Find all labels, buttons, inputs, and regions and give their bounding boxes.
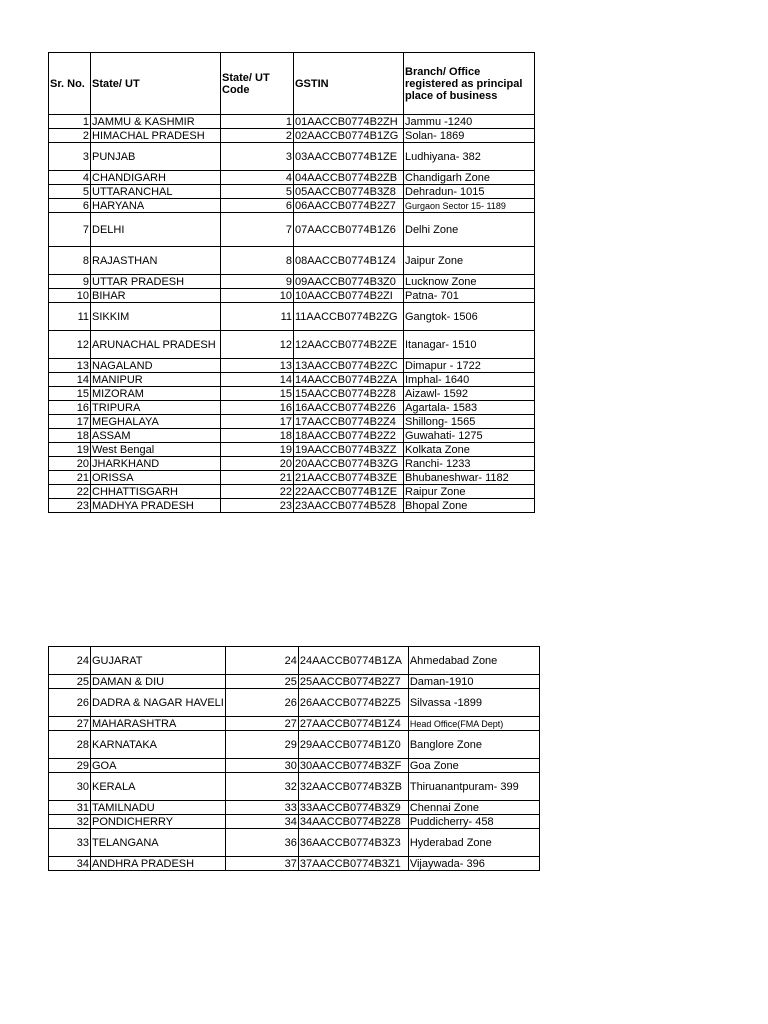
gstin-cell: 22AACCB0774B1ZE bbox=[294, 485, 404, 499]
state-cell: JAMMU & KASHMIR bbox=[91, 115, 221, 129]
table-row bbox=[49, 457, 535, 471]
sr-no-cell: 17 bbox=[49, 415, 91, 429]
gstin-cell: 21AACCB0774B3ZE bbox=[294, 471, 404, 485]
state-code-cell: 4 bbox=[221, 171, 294, 185]
table-row bbox=[49, 675, 540, 689]
table-row bbox=[49, 303, 535, 331]
state-cell: TELANGANA bbox=[91, 829, 226, 857]
table-row bbox=[49, 331, 535, 359]
branch-cell: Bhopal Zone bbox=[404, 499, 535, 513]
header-sr-no: Sr. No. bbox=[49, 53, 91, 115]
branch-cell: Ranchi- 1233 bbox=[404, 457, 535, 471]
sr-no-cell: 2 bbox=[49, 129, 91, 143]
sr-no-cell: 25 bbox=[49, 675, 91, 689]
state-code-cell: 14 bbox=[221, 373, 294, 387]
gstin-cell: 34AACCB0774B2Z8 bbox=[298, 815, 408, 829]
state-code-cell: 11 bbox=[221, 303, 294, 331]
sr-no-cell: 31 bbox=[49, 801, 91, 815]
gstin-cell: 16AACCB0774B2Z6 bbox=[294, 401, 404, 415]
state-code-cell: 12 bbox=[221, 331, 294, 359]
state-code-cell: 29 bbox=[225, 731, 298, 759]
table-row bbox=[49, 717, 540, 731]
branch-cell: Dimapur - 1722 bbox=[404, 359, 535, 373]
state-cell: CHANDIGARH bbox=[91, 171, 221, 185]
state-code-cell: 30 bbox=[225, 759, 298, 773]
branch-cell: Solan- 1869 bbox=[404, 129, 535, 143]
gstin-cell: 02AACCB0774B1ZG bbox=[294, 129, 404, 143]
state-code-cell: 21 bbox=[221, 471, 294, 485]
state-cell: ORISSA bbox=[91, 471, 221, 485]
gstin-cell: 09AACCB0774B3Z0 bbox=[294, 275, 404, 289]
branch-cell: Head Office(FMA Dept) bbox=[408, 717, 539, 731]
table-row bbox=[49, 115, 535, 129]
state-cell: SIKKIM bbox=[91, 303, 221, 331]
gstin-cell: 32AACCB0774B3ZB bbox=[298, 773, 408, 801]
state-cell: MIZORAM bbox=[91, 387, 221, 401]
gstin-cell: 18AACCB0774B2Z2 bbox=[294, 429, 404, 443]
sr-no-cell: 32 bbox=[49, 815, 91, 829]
table-row bbox=[49, 373, 535, 387]
sr-no-cell: 27 bbox=[49, 717, 91, 731]
state-cell: TRIPURA bbox=[91, 401, 221, 415]
sr-no-cell: 18 bbox=[49, 429, 91, 443]
table-row bbox=[49, 773, 540, 801]
gstin-cell: 17AACCB0774B2Z4 bbox=[294, 415, 404, 429]
sr-no-cell: 33 bbox=[49, 829, 91, 857]
table-row bbox=[49, 443, 535, 457]
state-cell: ANDHRA PRADESH bbox=[91, 857, 226, 871]
header-code: State/ UT Code bbox=[221, 53, 294, 115]
sr-no-cell: 1 bbox=[49, 115, 91, 129]
table-row bbox=[49, 429, 535, 443]
table-row bbox=[49, 415, 535, 429]
gstin-cell: 06AACCB0774B2Z7 bbox=[294, 199, 404, 213]
branch-cell: Aizawl- 1592 bbox=[404, 387, 535, 401]
gstin-cell: 10AACCB0774B2ZI bbox=[294, 289, 404, 303]
branch-cell: Chennai Zone bbox=[408, 801, 539, 815]
branch-cell: Bhubaneshwar- 1182 bbox=[404, 471, 535, 485]
branch-cell: Lucknow Zone bbox=[404, 275, 535, 289]
state-cell: GOA bbox=[91, 759, 226, 773]
table-row bbox=[49, 801, 540, 815]
state-code-cell: 20 bbox=[221, 457, 294, 471]
state-cell: GUJARAT bbox=[91, 647, 226, 675]
branch-cell: Chandigarh Zone bbox=[404, 171, 535, 185]
gstin-cell: 24AACCB0774B1ZA bbox=[298, 647, 408, 675]
branch-cell: Thiruanantpuram- 399 bbox=[408, 773, 539, 801]
branch-cell: Shillong- 1565 bbox=[404, 415, 535, 429]
state-code-cell: 27 bbox=[225, 717, 298, 731]
gstin-cell: 15AACCB0774B2Z8 bbox=[294, 387, 404, 401]
branch-cell: Kolkata Zone bbox=[404, 443, 535, 457]
state-code-cell: 34 bbox=[225, 815, 298, 829]
branch-cell: Guwahati- 1275 bbox=[404, 429, 535, 443]
sr-no-cell: 19 bbox=[49, 443, 91, 457]
sr-no-cell: 12 bbox=[49, 331, 91, 359]
gstin-cell: 14AACCB0774B2ZA bbox=[294, 373, 404, 387]
state-cell: JHARKHAND bbox=[91, 457, 221, 471]
state-code-cell: 18 bbox=[221, 429, 294, 443]
table-row bbox=[49, 171, 535, 185]
table-row bbox=[49, 857, 540, 871]
gstin-table-part1 bbox=[48, 52, 535, 513]
state-cell: UTTARANCHAL bbox=[91, 185, 221, 199]
state-code-cell: 13 bbox=[221, 359, 294, 373]
state-code-cell: 22 bbox=[221, 485, 294, 499]
state-cell: MEGHALAYA bbox=[91, 415, 221, 429]
state-code-cell: 19 bbox=[221, 443, 294, 457]
state-code-cell: 23 bbox=[221, 499, 294, 513]
state-code-cell: 16 bbox=[221, 401, 294, 415]
state-code-cell: 6 bbox=[221, 199, 294, 213]
gstin-cell: 30AACCB0774B3ZF bbox=[298, 759, 408, 773]
state-cell: HIMACHAL PRADESH bbox=[91, 129, 221, 143]
table-row bbox=[49, 185, 535, 199]
table-row bbox=[49, 387, 535, 401]
sr-no-cell: 22 bbox=[49, 485, 91, 499]
sr-no-cell: 6 bbox=[49, 199, 91, 213]
state-cell: West Bengal bbox=[91, 443, 221, 457]
branch-cell: Gurgaon Sector 15- 1189 bbox=[404, 199, 535, 213]
state-cell: ASSAM bbox=[91, 429, 221, 443]
state-cell: PUNJAB bbox=[91, 143, 221, 171]
sr-no-cell: 11 bbox=[49, 303, 91, 331]
sr-no-cell: 10 bbox=[49, 289, 91, 303]
gstin-table-part2 bbox=[48, 646, 540, 871]
branch-cell: Ludhiyana- 382 bbox=[404, 143, 535, 171]
branch-cell: Silvassa -1899 bbox=[408, 689, 539, 717]
branch-cell: Imphal- 1640 bbox=[404, 373, 535, 387]
gstin-cell: 26AACCB0774B2Z5 bbox=[298, 689, 408, 717]
sr-no-cell: 16 bbox=[49, 401, 91, 415]
table-body-part1 bbox=[49, 53, 535, 513]
table-body-part2 bbox=[49, 647, 540, 871]
state-cell: DADRA & NAGAR HAVELI bbox=[91, 689, 226, 717]
branch-cell: Vijaywada- 396 bbox=[408, 857, 539, 871]
state-code-cell: 37 bbox=[225, 857, 298, 871]
state-code-cell: 2 bbox=[221, 129, 294, 143]
gstin-cell: 25AACCB0774B2Z7 bbox=[298, 675, 408, 689]
gstin-cell: 12AACCB0774B2ZE bbox=[294, 331, 404, 359]
header-gstin: GSTIN bbox=[294, 53, 404, 115]
gstin-cell: 03AACCB0774B1ZE bbox=[294, 143, 404, 171]
sr-no-cell: 15 bbox=[49, 387, 91, 401]
state-cell: MANIPUR bbox=[91, 373, 221, 387]
state-cell: RAJASTHAN bbox=[91, 247, 221, 275]
state-code-cell: 15 bbox=[221, 387, 294, 401]
branch-cell: Itanagar- 1510 bbox=[404, 331, 535, 359]
table-row bbox=[49, 471, 535, 485]
table-row bbox=[49, 143, 535, 171]
state-code-cell: 5 bbox=[221, 185, 294, 199]
state-cell: NAGALAND bbox=[91, 359, 221, 373]
branch-cell: Ahmedabad Zone bbox=[408, 647, 539, 675]
sr-no-cell: 24 bbox=[49, 647, 91, 675]
state-code-cell: 32 bbox=[225, 773, 298, 801]
branch-cell: Puddicherry- 458 bbox=[408, 815, 539, 829]
table-row bbox=[49, 689, 540, 717]
sr-no-cell: 14 bbox=[49, 373, 91, 387]
branch-cell: Agartala- 1583 bbox=[404, 401, 535, 415]
table-row bbox=[49, 647, 540, 675]
sr-no-cell: 21 bbox=[49, 471, 91, 485]
state-code-cell: 33 bbox=[225, 801, 298, 815]
branch-cell: Daman-1910 bbox=[408, 675, 539, 689]
sr-no-cell: 23 bbox=[49, 499, 91, 513]
gstin-cell: 33AACCB0774B3Z9 bbox=[298, 801, 408, 815]
state-cell: KERALA bbox=[91, 773, 226, 801]
table-row bbox=[49, 275, 535, 289]
state-cell: DELHI bbox=[91, 213, 221, 247]
header-row bbox=[49, 53, 535, 115]
sr-no-cell: 30 bbox=[49, 773, 91, 801]
sr-no-cell: 28 bbox=[49, 731, 91, 759]
header-branch: Branch/ Office registered as principal place of business bbox=[404, 53, 535, 115]
table-row bbox=[49, 129, 535, 143]
branch-cell: Goa Zone bbox=[408, 759, 539, 773]
state-code-cell: 10 bbox=[221, 289, 294, 303]
state-cell: MAHARASHTRA bbox=[91, 717, 226, 731]
state-cell: ARUNACHAL PRADESH bbox=[91, 331, 221, 359]
state-code-cell: 7 bbox=[221, 213, 294, 247]
table-row bbox=[49, 485, 535, 499]
gstin-cell: 13AACCB0774B2ZC bbox=[294, 359, 404, 373]
state-code-cell: 24 bbox=[225, 647, 298, 675]
sr-no-cell: 26 bbox=[49, 689, 91, 717]
table-row bbox=[49, 199, 535, 213]
sr-no-cell: 5 bbox=[49, 185, 91, 199]
table-row bbox=[49, 247, 535, 275]
branch-cell: Banglore Zone bbox=[408, 731, 539, 759]
gstin-cell: 27AACCB0774B1Z4 bbox=[298, 717, 408, 731]
state-cell: MADHYA PRADESH bbox=[91, 499, 221, 513]
sr-no-cell: 3 bbox=[49, 143, 91, 171]
state-code-cell: 9 bbox=[221, 275, 294, 289]
gstin-cell: 11AACCB0774B2ZG bbox=[294, 303, 404, 331]
gstin-cell: 20AACCB0774B3ZG bbox=[294, 457, 404, 471]
state-code-cell: 3 bbox=[221, 143, 294, 171]
state-cell: PONDICHERRY bbox=[91, 815, 226, 829]
state-cell: BIHAR bbox=[91, 289, 221, 303]
state-code-cell: 1 bbox=[221, 115, 294, 129]
branch-cell: Jammu -1240 bbox=[404, 115, 535, 129]
state-code-cell: 8 bbox=[221, 247, 294, 275]
gstin-cell: 08AACCB0774B1Z4 bbox=[294, 247, 404, 275]
state-code-cell: 17 bbox=[221, 415, 294, 429]
state-code-cell: 25 bbox=[225, 675, 298, 689]
branch-cell: Gangtok- 1506 bbox=[404, 303, 535, 331]
state-cell: HARYANA bbox=[91, 199, 221, 213]
sr-no-cell: 20 bbox=[49, 457, 91, 471]
sr-no-cell: 4 bbox=[49, 171, 91, 185]
state-cell: CHHATTISGARH bbox=[91, 485, 221, 499]
branch-cell: Jaipur Zone bbox=[404, 247, 535, 275]
table-row bbox=[49, 759, 540, 773]
table-row bbox=[49, 213, 535, 247]
gstin-cell: 37AACCB0774B3Z1 bbox=[298, 857, 408, 871]
branch-cell: Dehradun- 1015 bbox=[404, 185, 535, 199]
state-cell: UTTAR PRADESH bbox=[91, 275, 221, 289]
sr-no-cell: 7 bbox=[49, 213, 91, 247]
sr-no-cell: 34 bbox=[49, 857, 91, 871]
state-cell: DAMAN & DIU bbox=[91, 675, 226, 689]
branch-cell: Hyderabad Zone bbox=[408, 829, 539, 857]
sr-no-cell: 8 bbox=[49, 247, 91, 275]
sr-no-cell: 9 bbox=[49, 275, 91, 289]
gstin-cell: 23AACCB0774B5Z8 bbox=[294, 499, 404, 513]
table-row bbox=[49, 359, 535, 373]
table-row bbox=[49, 289, 535, 303]
sr-no-cell: 29 bbox=[49, 759, 91, 773]
table-row bbox=[49, 731, 540, 759]
branch-cell: Raipur Zone bbox=[404, 485, 535, 499]
table-row bbox=[49, 499, 535, 513]
table-row bbox=[49, 401, 535, 415]
state-cell: KARNATAKA bbox=[91, 731, 226, 759]
state-code-cell: 26 bbox=[225, 689, 298, 717]
state-cell: TAMILNADU bbox=[91, 801, 226, 815]
gstin-cell: 05AACCB0774B3Z8 bbox=[294, 185, 404, 199]
gstin-cell: 01AACCB0774B2ZH bbox=[294, 115, 404, 129]
gstin-cell: 29AACCB0774B1Z0 bbox=[298, 731, 408, 759]
state-code-cell: 36 bbox=[225, 829, 298, 857]
gstin-cell: 07AACCB0774B1Z6 bbox=[294, 213, 404, 247]
table-row bbox=[49, 829, 540, 857]
branch-cell: Delhi Zone bbox=[404, 213, 535, 247]
header-state: State/ UT bbox=[91, 53, 221, 115]
sr-no-cell: 13 bbox=[49, 359, 91, 373]
branch-cell: Patna- 701 bbox=[404, 289, 535, 303]
gstin-cell: 36AACCB0774B3Z3 bbox=[298, 829, 408, 857]
gstin-cell: 04AACCB0774B2ZB bbox=[294, 171, 404, 185]
table-row bbox=[49, 815, 540, 829]
gstin-cell: 19AACCB0774B3ZZ bbox=[294, 443, 404, 457]
